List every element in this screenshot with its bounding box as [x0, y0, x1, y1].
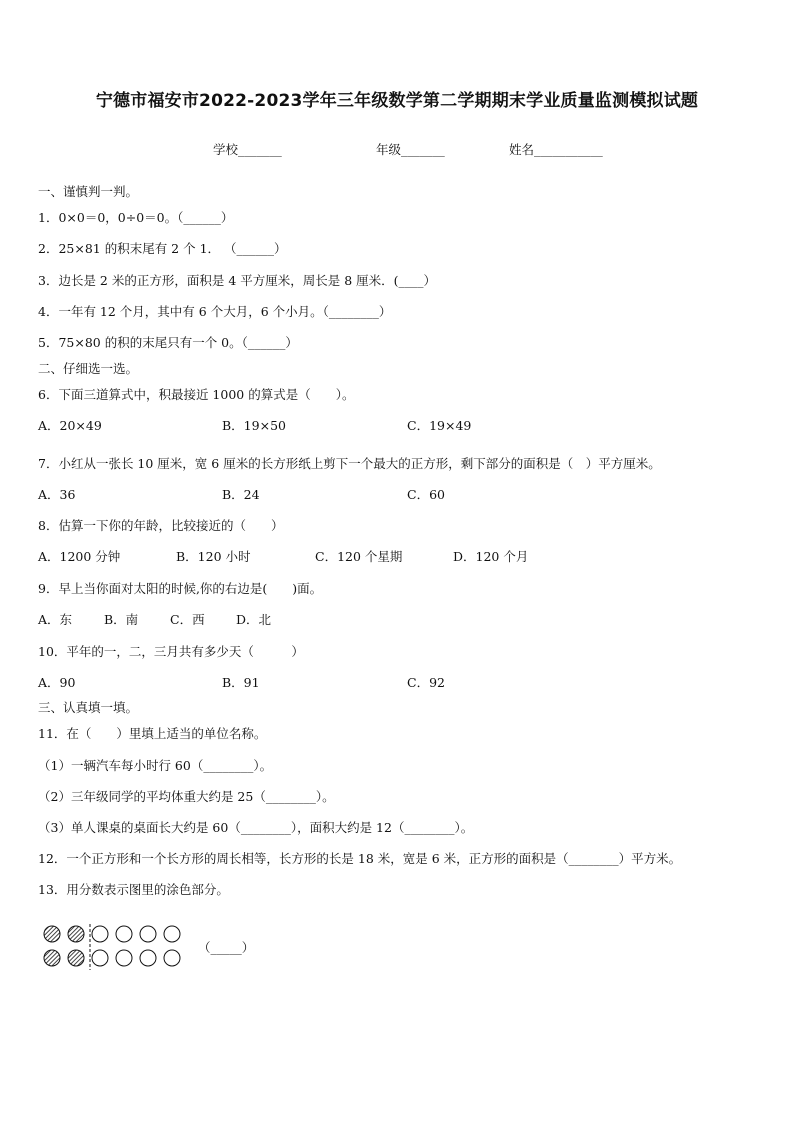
q8-option-d: D．120 个月 — [453, 549, 529, 564]
q7-option-a: A．36 — [38, 487, 76, 502]
question-13: 13．用分数表示图里的涂色部分。 — [38, 882, 229, 897]
q8-option-b: B．120 小时 — [176, 549, 251, 564]
q9-option-d: D．北 — [236, 612, 272, 627]
question-8: 8．估算一下你的年龄，比较接近的（ ） — [38, 518, 284, 533]
unshaded-circle — [92, 926, 108, 942]
question-11: 11．在（ ）里填上适当的单位名称。 — [38, 726, 267, 741]
question-9: 9．早上当你面对太阳的时候,你的右边是( )面。 — [38, 581, 323, 596]
question-12: 12．一个正方形和一个长方形的周长相等，长方形的长是 18 米，宽是 6 米，正方形的面积是（________）平方米。 — [38, 851, 682, 866]
q9-option-a: A．东 — [38, 612, 73, 627]
q7-option-b: B．24 — [222, 487, 260, 502]
unshaded-circle — [116, 926, 132, 942]
shaded-circle — [44, 926, 60, 942]
section-1-heading: 一、谨慎判一判。 — [38, 184, 139, 199]
q9-option-c: C．西 — [170, 612, 205, 627]
section-2-heading: 二、仔细选一选。 — [38, 361, 139, 376]
shaded-circle — [44, 950, 60, 966]
q10-option-b: B．91 — [222, 675, 260, 690]
q10-option-c: C．92 — [407, 675, 445, 690]
question-5: 5．75×80 的积的末尾只有一个 0。（______） — [38, 335, 298, 350]
q6-option-c: C．19×49 — [407, 418, 472, 433]
shaded-circle — [68, 926, 84, 942]
question-11-part-2: （2）三年级同学的平均体重大约是 25（________）。 — [38, 789, 335, 804]
unshaded-circle — [164, 950, 180, 966]
unshaded-circle — [116, 950, 132, 966]
unshaded-circle — [164, 926, 180, 942]
question-6: 6．下面三道算式中，积最接近 1000 的算式是（ ）。 — [38, 387, 355, 402]
question-4: 4．一年有 12 个月，其中有 6 个大月，6 个小月。（________） — [38, 304, 392, 319]
section-3-heading: 三、认真填一填。 — [38, 700, 139, 715]
shaded-circle — [68, 950, 84, 966]
question-13-blank[interactable]: （_____） — [198, 940, 255, 955]
q6-option-a: A．20×49 — [38, 418, 102, 433]
unshaded-circle — [140, 950, 156, 966]
question-1: 1．0×0＝0，0÷0＝0。（______） — [38, 210, 234, 225]
fraction-circles-figure — [40, 922, 190, 972]
grade-field[interactable]: 年级_______ — [376, 142, 445, 157]
question-11-part-3: （3）单人课桌的桌面长大约是 60（________），面积大约是 12（________）。 — [38, 820, 474, 835]
question-11-part-1: （1）一辆汽车每小时行 60（________）。 — [38, 758, 273, 773]
q10-option-a: A．90 — [38, 675, 76, 690]
unshaded-circle — [140, 926, 156, 942]
school-field[interactable]: 学校_______ — [213, 142, 282, 157]
q7-option-c: C．60 — [407, 487, 445, 502]
question-7: 7．小红从一张长 10 厘米，宽 6 厘米的长方形纸上剪下一个最大的正方形，剩下部分的面积是（ ）平方厘米。 — [38, 456, 661, 471]
q8-option-c: C．120 个星期 — [315, 549, 403, 564]
q6-option-b: B．19×50 — [222, 418, 286, 433]
q8-option-a: A．1200 分钟 — [38, 549, 121, 564]
question-2: 2．25×81 的积末尾有 2 个 1． （______） — [38, 241, 287, 256]
unshaded-circle — [92, 950, 108, 966]
q9-option-b: B．南 — [104, 612, 139, 627]
question-10: 10．平年的一，二，三月共有多少天（ ） — [38, 644, 304, 659]
page-title: 宁德市福安市2022-2023学年三年级数学第二学期期末学业质量监测模拟试题 — [95, 91, 699, 111]
question-3: 3．边长是 2 米的正方形，面积是 4 平方厘米，周长是 8 厘米．(____） — [38, 273, 437, 288]
name-field[interactable]: 姓名___________ — [509, 142, 603, 157]
